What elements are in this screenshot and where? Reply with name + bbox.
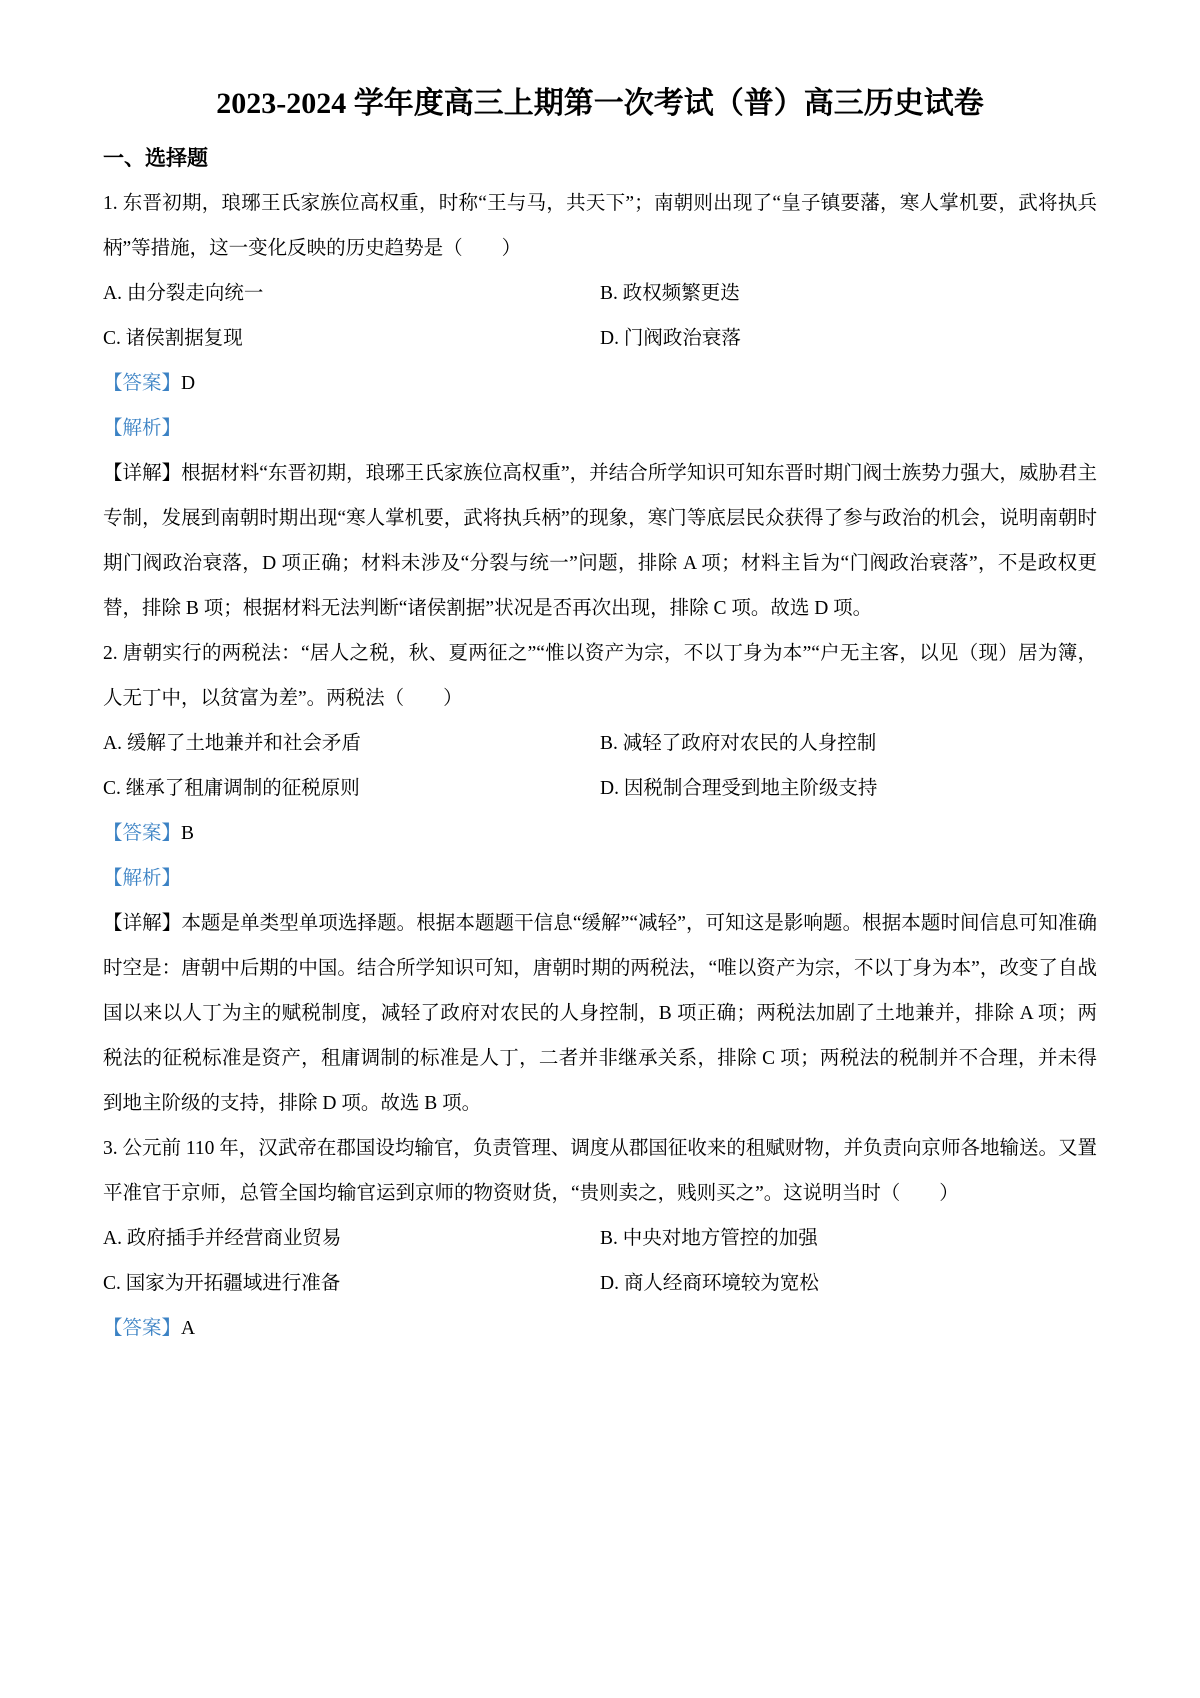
detail-text: 根据材料“东晋初期，琅琊王氏家族位高权重”，并结合所学知识可知东晋时期门阀士族势力强大，威胁君主专制，发展到南朝时期出现“寒人掌机要，武将执兵柄”的现象，寒门等底层民众获得了参与政治的机会，说明南朝时期门阀政治衰落，D 项正确；材料未涉及“分裂与统一”问题，排除 A 项；材料主旨为“门阀政治衰落”，不是政权更替，排除 B 项；根据材料无法判断“诸侯割据”状况是否再次出现，排除 C 项。故选 D 项。 [103, 463, 1097, 619]
options-group [103, 271, 1097, 361]
question-stem: 3. 公元前 110 年，汉武帝在郡国设均输官，负责管理、调度从郡国征收来的租赋财物，并负责向京师各地输送。又置平准官于京师，总管全国均输官运到京师的物资财货，“贵则卖之，贱则买之”。这说明当时（ ） [103, 1138, 1097, 1204]
option-c: C. 国家为开拓疆域进行准备 [103, 1273, 341, 1294]
option-d: D. 门阀政治衰落 [600, 328, 741, 349]
analysis-line [103, 856, 1097, 901]
answer-line [103, 361, 1097, 406]
option-b: B. 中央对地方管控的加强 [600, 1228, 818, 1249]
analysis-label: 【解析】 [103, 868, 182, 889]
question-1 [103, 181, 1097, 631]
detail-text: 本题是单类型单项选择题。根据本题题干信息“缓解”“减轻”，可知这是影响题。根据本题时间信息可知准确时空是：唐朝中后期的中国。结合所学知识可知，唐朝时期的两税法，“唯以资产为宗，不以丁身为本”，改变了自战国以来以人丁为主的赋税制度，减轻了政府对农民的人身控制，B 项正确；两税法加剧了土地兼并，排除 A 项；两税法的征税标准是资产，租庸调制的标准是人丁，二者并非继承关系，排除 C 项；两税法的税制并不合理，并未得到地主阶级的支持，排除 D 项。故选 B 项。 [103, 913, 1097, 1114]
option-c: C. 继承了租庸调制的征税原则 [103, 778, 360, 799]
option-c: C. 诸侯割据复现 [103, 328, 243, 349]
options-group [103, 721, 1097, 811]
option-d: D. 商人经商环境较为宽松 [600, 1273, 819, 1294]
answer-label: 【答案】 [103, 373, 182, 394]
analysis-label: 【解析】 [103, 418, 182, 439]
detail-label: 【详解】 [103, 913, 182, 934]
options-group [103, 1216, 1097, 1306]
detail-paragraph [103, 901, 1097, 1126]
question-stem: 2. 唐朝实行的两税法：“居人之税，秋、夏两征之”“惟以资产为宗，不以丁身为本”“户无主客，以见（现）居为簿，人无丁中，以贫富为差”。两税法（ ） [103, 643, 1097, 709]
question-stem: 1. 东晋初期，琅琊王氏家族位高权重，时称“王与马，共天下”；南朝则出现了“皇子镇要藩，寒人掌机要，武将执兵柄”等措施，这一变化反映的历史趋势是（ ） [103, 193, 1097, 259]
option-d: D. 因税制合理受到地主阶级支持 [600, 778, 878, 799]
option-b: B. 减轻了政府对农民的人身控制 [600, 733, 877, 754]
option-a: A. 由分裂走向统一 [103, 283, 264, 304]
answer-label: 【答案】 [103, 1318, 182, 1339]
answer-value: D [181, 373, 196, 394]
section-heading: 一、选择题 [103, 146, 208, 170]
option-b: B. 政权频繁更迭 [600, 283, 740, 304]
answer-value: A [181, 1318, 196, 1339]
option-a: A. 政府插手并经营商业贸易 [103, 1228, 342, 1249]
page-title: 2023-2024 学年度高三上期第一次考试（普）高三历史试卷 [216, 87, 984, 120]
option-a: A. 缓解了土地兼并和社会矛盾 [103, 733, 361, 754]
analysis-line [103, 406, 1097, 451]
question-2 [103, 631, 1097, 1126]
answer-value: B [181, 823, 195, 844]
answer-line [103, 1306, 1097, 1351]
answer-label: 【答案】 [103, 823, 182, 844]
answer-line [103, 811, 1097, 856]
question-3 [103, 1126, 1097, 1351]
detail-label: 【详解】 [103, 463, 182, 484]
detail-paragraph [103, 451, 1097, 631]
